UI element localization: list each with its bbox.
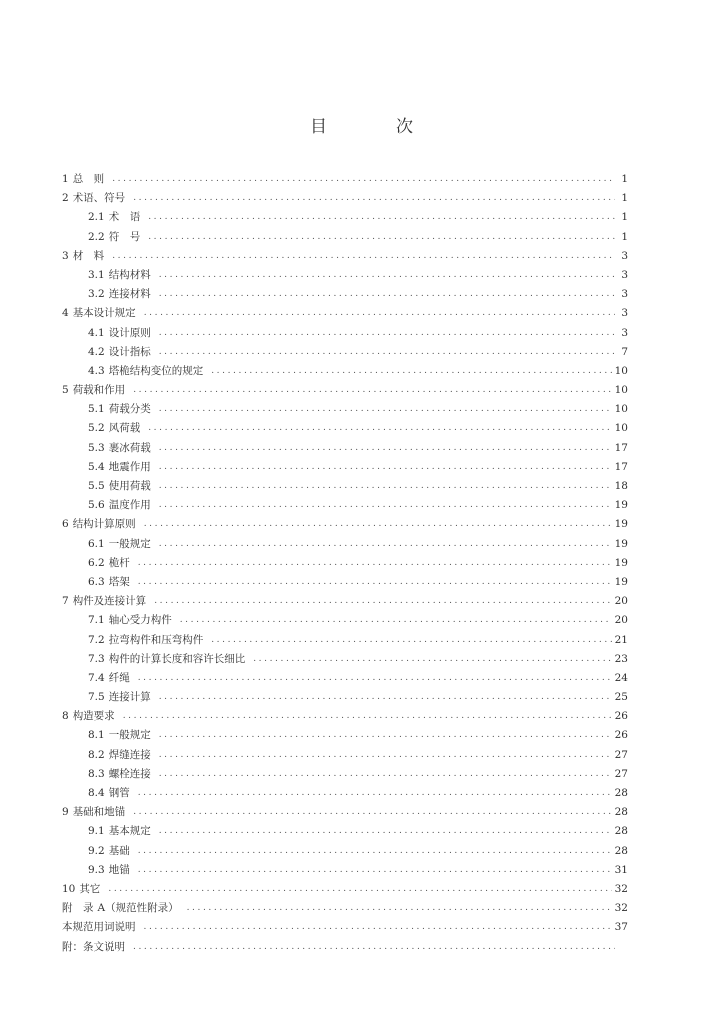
toc-entry-title: 构造要求 [72, 710, 115, 723]
toc-entry-number: 6.3 [88, 575, 105, 588]
toc-entry-page: 24 [614, 671, 628, 684]
toc-entry[interactable] [62, 189, 628, 208]
toc-entry-title: 焊缝连接 [108, 748, 151, 761]
toc-entry-page: 27 [614, 767, 628, 780]
toc-entry[interactable] [62, 822, 628, 841]
dot-leader [133, 189, 615, 208]
toc-entry-number: 8.2 [88, 748, 105, 761]
toc-entry-number: 4.1 [88, 326, 105, 339]
toc-entry[interactable] [62, 285, 628, 304]
toc-entry[interactable] [62, 381, 628, 400]
dot-leader [253, 650, 611, 669]
toc-entry-page: 7 [621, 345, 628, 358]
toc-entry-number: 6 [62, 518, 69, 531]
toc-entry-page: 3 [621, 249, 628, 262]
toc-entry-page: 32 [614, 902, 628, 915]
toc-entry[interactable] [62, 669, 628, 688]
toc-entry[interactable] [62, 918, 628, 937]
toc-entry[interactable] [62, 343, 628, 362]
toc-entry-number: 5.5 [88, 480, 105, 492]
toc-entry[interactable] [62, 419, 628, 438]
toc-entry[interactable] [62, 803, 628, 822]
toc-entry-number: 7.4 [88, 671, 105, 684]
toc-entry[interactable] [62, 458, 628, 477]
toc-entry-title: 基础和地锚 [72, 806, 126, 819]
dot-leader [159, 688, 612, 707]
toc-entry[interactable] [62, 535, 628, 554]
toc-entry-number: 10 [62, 882, 76, 895]
toc-entry-number: 3 [62, 249, 69, 262]
toc-entry-number: 5.3 [88, 441, 105, 454]
dot-leader [159, 439, 612, 458]
toc-entry-title: 设计指标 [108, 345, 151, 358]
toc-entry-number: 6.2 [88, 556, 105, 569]
toc-entry-page: 17 [614, 441, 628, 454]
toc-entry-page: 19 [614, 537, 628, 550]
toc-entry[interactable] [62, 304, 628, 323]
toc-entry[interactable] [62, 746, 628, 765]
toc-entry-number: 5.2 [88, 422, 105, 435]
dot-leader [138, 573, 612, 592]
toc-entry-page: 28 [614, 787, 628, 799]
toc-entry-number: 6.1 [88, 537, 105, 550]
dot-leader [159, 324, 615, 343]
dot-leader [159, 400, 612, 419]
dot-leader [133, 381, 611, 400]
toc-entry-page: 28 [614, 825, 628, 838]
toc-entry-page: 23 [614, 652, 628, 665]
toc-entry-page: 3 [621, 268, 628, 281]
toc-entry[interactable] [62, 784, 628, 803]
toc-entry-number: 8 [62, 710, 69, 723]
toc-entry[interactable] [62, 765, 628, 784]
toc-entry-page: 3 [621, 307, 628, 320]
toc-entry-title: 地震作用 [108, 460, 151, 473]
toc-entry-title: 一般规定 [108, 537, 151, 550]
dot-leader [138, 861, 612, 880]
toc-entry[interactable] [62, 439, 628, 458]
toc-entry-page: 28 [614, 844, 628, 857]
page-title: 目 次 [310, 117, 439, 137]
toc-entry[interactable] [62, 208, 628, 227]
toc-entry-title: 附：条文说明 [62, 940, 125, 953]
toc-entry[interactable] [62, 880, 628, 899]
toc-entry-page: 10 [614, 384, 628, 397]
toc-entry-title: 螺栓连接 [108, 767, 151, 780]
toc-entry-page: 18 [614, 480, 628, 492]
toc-entry-page: 28 [614, 806, 628, 819]
dot-leader [159, 458, 612, 477]
toc-entry[interactable] [62, 650, 628, 669]
dot-leader [138, 784, 612, 803]
toc-entry-page: 3 [621, 288, 628, 301]
dot-leader [112, 247, 615, 266]
dot-leader [144, 515, 612, 534]
toc-entry-title: 风荷载 [108, 422, 141, 435]
dot-leader [148, 208, 615, 227]
toc-entry-title: 连接材料 [108, 288, 151, 301]
dot-leader [159, 535, 612, 554]
dot-leader [133, 803, 611, 822]
toc-entry-title: 术语、符号 [72, 192, 126, 205]
toc-entry-page: 27 [614, 748, 628, 761]
dot-leader [138, 669, 612, 688]
toc-entry-number: 8.3 [88, 767, 105, 780]
toc-entry-page: 26 [614, 710, 628, 723]
toc-entry-title: 结构材料 [108, 268, 151, 281]
toc-entry-page: 21 [614, 633, 628, 646]
toc-entry-title: 其它 [79, 882, 101, 895]
dot-leader [180, 611, 612, 630]
toc-entry-title: 使用荷载 [108, 480, 151, 492]
dot-leader [159, 496, 612, 515]
toc-entry[interactable] [62, 554, 628, 573]
toc-entry-title: 桅杆 [108, 556, 130, 569]
toc-entry-page: 19 [614, 518, 628, 531]
toc-entry-number: 2.2 [88, 230, 105, 243]
dot-leader [211, 631, 611, 650]
toc-entry-title: A（规范性附录） [97, 902, 179, 915]
toc-entry[interactable] [62, 515, 628, 534]
toc-entry-page: 1 [621, 192, 628, 205]
toc-entry-number: 附 录 [62, 902, 94, 915]
toc-entry-number: 5 [62, 384, 69, 397]
toc-entry-title: 荷载和作用 [72, 384, 126, 397]
toc-entry-title: 术 语 [108, 211, 141, 224]
dot-leader [108, 880, 611, 899]
toc-entry-number: 7.5 [88, 691, 105, 704]
toc-entry[interactable] [62, 266, 628, 285]
toc-entry-page: 32 [614, 882, 628, 895]
toc-entry-page: 25 [614, 691, 628, 704]
toc-entry-title: 温度作用 [108, 499, 151, 512]
toc-entry[interactable] [62, 362, 628, 381]
toc-entry-number: 5.6 [88, 499, 105, 512]
dot-leader [138, 842, 612, 861]
toc-entry-page: 19 [614, 556, 628, 569]
toc-entry-title: 塔架 [108, 575, 130, 588]
toc-entry[interactable] [62, 688, 628, 707]
toc-entry-page: 10 [614, 422, 628, 435]
toc-entry-title: 连接计算 [108, 691, 151, 704]
toc-entry-title: 基本设计规定 [72, 307, 136, 320]
toc-entry[interactable] [62, 726, 628, 745]
dot-leader [133, 938, 615, 957]
toc-entry-title: 构件及连接计算 [72, 595, 147, 608]
dot-leader [123, 707, 612, 726]
toc-entry-number: 4 [62, 307, 69, 320]
toc-entry-page: 20 [614, 614, 628, 627]
dot-leader [159, 285, 615, 304]
dot-leader [159, 746, 612, 765]
toc-entry-number: 2 [62, 192, 69, 205]
dot-leader [159, 266, 615, 285]
toc-entry-number: 7 [62, 595, 69, 608]
toc-entry-number: 5.1 [88, 403, 105, 416]
toc-entry-page: 10 [614, 364, 628, 377]
toc-entry-number: 5.4 [88, 460, 105, 473]
toc-entry[interactable] [62, 611, 628, 630]
toc-entry-number: 3.2 [88, 288, 105, 301]
dot-leader [187, 899, 612, 918]
toc-entry-title: 构件的计算长度和容许长细比 [108, 652, 246, 665]
toc-entry-title: 轴心受力构件 [108, 614, 172, 627]
toc-entry[interactable] [62, 842, 628, 861]
toc-entry-title: 本规范用词说明 [62, 921, 136, 934]
toc-entry[interactable] [62, 899, 628, 918]
toc-entry-title: 裹冰荷载 [108, 441, 151, 454]
dot-leader [159, 477, 612, 496]
toc-entry-page: 10 [614, 403, 628, 416]
dot-leader [144, 918, 612, 937]
toc-entry-page: 19 [614, 575, 628, 588]
toc-entry-title: 材 料 [72, 249, 105, 262]
dot-leader [159, 726, 612, 745]
dot-leader [144, 304, 615, 323]
toc-entry[interactable] [62, 496, 628, 515]
dot-leader [159, 765, 612, 784]
toc-entry-number: 3.1 [88, 268, 105, 281]
dot-leader [112, 170, 615, 189]
toc-entry-number: 9.1 [88, 825, 105, 838]
toc-entry-title: 基础 [108, 844, 130, 857]
toc-entry-title: 塔桅结构变位的规定 [108, 364, 204, 377]
toc-entry-title: 总 则 [72, 173, 105, 185]
toc-entry-number: 8.4 [88, 787, 105, 799]
toc-entry-page: 37 [614, 921, 628, 934]
toc-entry-title: 符 号 [108, 230, 141, 243]
table-of-contents [62, 170, 628, 957]
dot-leader [148, 228, 615, 247]
toc-entry-page: 1 [621, 173, 628, 185]
toc-entry-number: 9.3 [88, 863, 105, 876]
toc-entry-number: 7.1 [88, 614, 105, 627]
toc-entry-title: 设计原则 [108, 326, 151, 339]
toc-entry-number: 9 [62, 806, 69, 819]
toc-entry-title: 钢管 [108, 787, 130, 799]
toc-entry-page: 20 [614, 595, 628, 608]
toc-entry-number: 4.3 [88, 364, 105, 377]
toc-entry-page: 3 [621, 326, 628, 339]
toc-entry-title: 地锚 [108, 863, 130, 876]
toc-entry[interactable] [62, 631, 628, 650]
toc-entry[interactable] [62, 247, 628, 266]
toc-entry-number: 7.2 [88, 633, 105, 646]
toc-entry-number: 9.2 [88, 844, 105, 857]
dot-leader [154, 592, 611, 611]
toc-entry-title: 一般规定 [108, 729, 151, 742]
toc-entry-title: 荷载分类 [108, 403, 151, 416]
toc-entry-title: 拉弯构件和压弯构件 [108, 633, 204, 646]
toc-entry[interactable] [62, 228, 628, 247]
toc-entry-page: 26 [614, 729, 628, 742]
dot-leader [159, 343, 615, 362]
toc-entry-page: 1 [621, 211, 628, 224]
toc-entry-number: 2.1 [88, 211, 105, 224]
toc-entry[interactable] [62, 861, 628, 880]
dot-leader [211, 362, 611, 381]
toc-entry-title: 纤绳 [108, 671, 130, 684]
toc-entry-page: 17 [614, 460, 628, 473]
toc-entry-title: 结构计算原则 [72, 518, 136, 531]
toc-entry-number: 4.2 [88, 345, 105, 358]
toc-entry[interactable] [62, 573, 628, 592]
toc-entry[interactable] [62, 477, 628, 496]
toc-entry[interactable] [62, 707, 628, 726]
dot-leader [138, 554, 612, 573]
toc-entry[interactable] [62, 592, 628, 611]
dot-leader [148, 419, 611, 438]
toc-entry[interactable] [62, 324, 628, 343]
toc-entry-title: 基本规定 [108, 825, 151, 838]
toc-entry-page: 1 [621, 230, 628, 243]
toc-entry-page: 31 [614, 863, 628, 876]
toc-entry-page: 19 [614, 499, 628, 512]
toc-entry[interactable] [62, 938, 628, 957]
toc-entry-number: 7.3 [88, 652, 105, 665]
toc-entry-number: 1 [62, 173, 69, 185]
toc-entry[interactable] [62, 170, 628, 189]
toc-entry-number: 8.1 [88, 729, 105, 742]
toc-entry[interactable] [62, 400, 628, 419]
dot-leader [159, 822, 612, 841]
